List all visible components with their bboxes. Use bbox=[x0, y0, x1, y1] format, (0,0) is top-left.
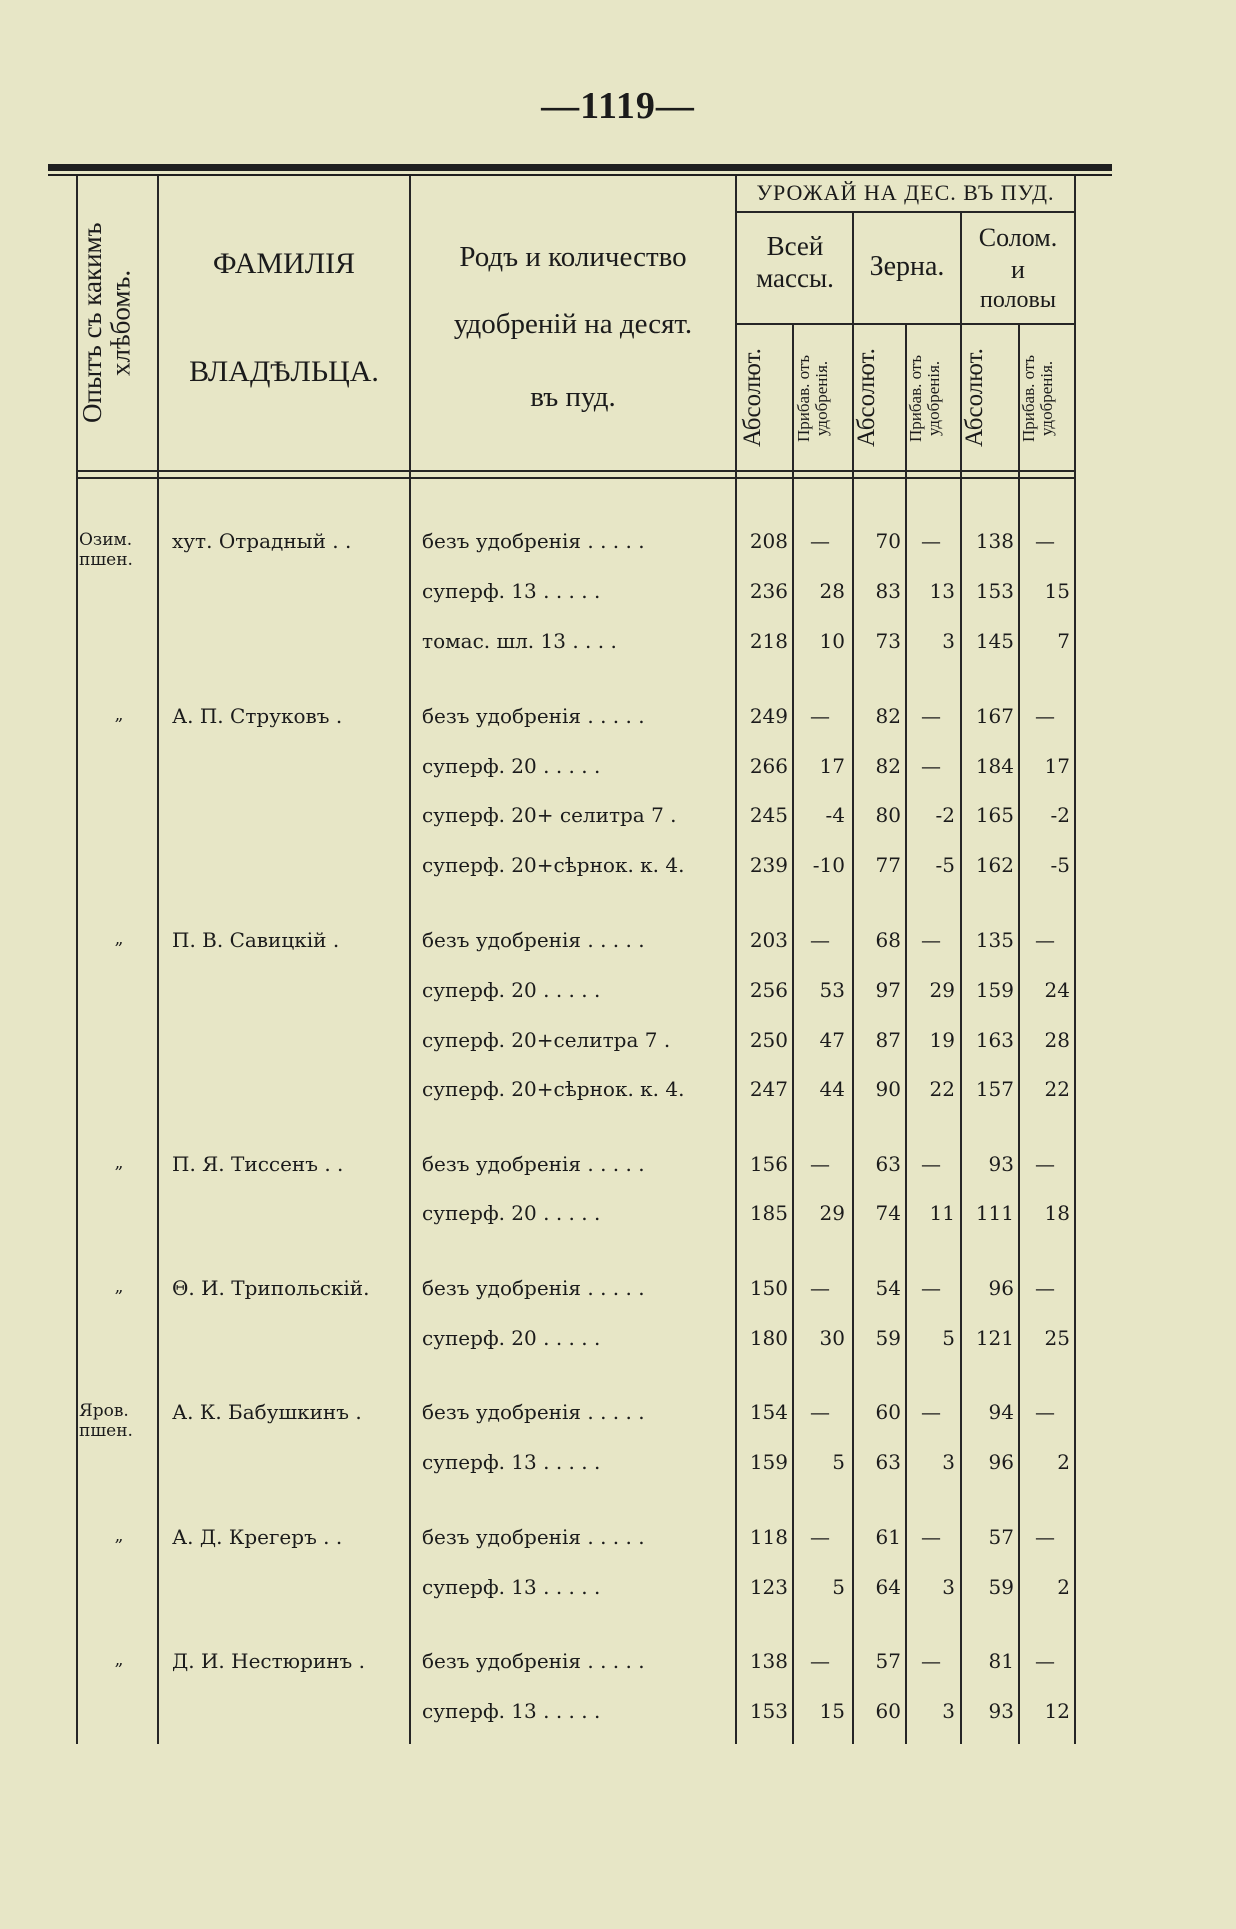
header-owner-line2: ВЛАДѢЛЬЦА. bbox=[189, 355, 379, 388]
row-grain-increase: 3 bbox=[942, 629, 955, 653]
row-owner: Θ. И. Трипольскій. bbox=[172, 1276, 370, 1300]
row-grain-increase: -2 bbox=[935, 803, 955, 827]
row-fertilizer: суперф. 13 . . . . . bbox=[422, 579, 601, 603]
row-grain-increase: — bbox=[921, 1649, 941, 1673]
row-straw-increase: 15 bbox=[1044, 579, 1070, 603]
row-straw-increase: — bbox=[1035, 1152, 1055, 1176]
header-mass-increase: Прибав. отъ удобренія. bbox=[794, 354, 831, 442]
row-grain-absolute: 63 bbox=[875, 1450, 901, 1474]
row-straw-increase: 28 bbox=[1044, 1028, 1070, 1052]
row-fertilizer: суперф. 20+сѣрнок. к. 4. bbox=[422, 1077, 685, 1101]
row-straw-absolute: 57 bbox=[988, 1525, 1014, 1549]
row-crop: Озим. пшен. bbox=[79, 530, 133, 570]
row-grain-absolute: 97 bbox=[875, 978, 901, 1002]
row-straw-absolute: 111 bbox=[975, 1201, 1014, 1225]
row-grain-absolute: 61 bbox=[875, 1525, 901, 1549]
row-grain-absolute: 68 bbox=[875, 928, 901, 952]
row-mass-absolute: 153 bbox=[749, 1699, 788, 1723]
row-fertilizer: суперф. 13 . . . . . bbox=[422, 1699, 601, 1723]
row-mass-absolute: 247 bbox=[749, 1077, 788, 1101]
row-fertilizer: безъ удобренія . . . . . bbox=[422, 1400, 645, 1424]
header-yield-group: УРОЖАЙ НА ДЕС. ВЪ ПУД. bbox=[756, 180, 1055, 205]
row-straw-increase: — bbox=[1035, 928, 1055, 952]
row-fertilizer: безъ удобренія . . . . . bbox=[422, 704, 645, 728]
row-mass-absolute: 159 bbox=[749, 1450, 788, 1474]
row-mass-absolute: 208 bbox=[749, 529, 788, 553]
row-mass-absolute: 239 bbox=[749, 853, 788, 877]
row-straw-absolute: 165 bbox=[975, 803, 1014, 827]
row-grain-increase: — bbox=[921, 529, 941, 553]
row-straw-increase: -2 bbox=[1050, 803, 1070, 827]
row-grain-absolute: 57 bbox=[875, 1649, 901, 1673]
row-grain-increase: — bbox=[921, 1152, 941, 1176]
row-grain-absolute: 77 bbox=[875, 853, 901, 877]
row-grain-increase: 3 bbox=[942, 1699, 955, 1723]
header-total-mass: Всей массы. bbox=[756, 231, 834, 294]
row-crop: „ bbox=[114, 1153, 124, 1173]
row-grain-absolute: 73 bbox=[875, 629, 901, 653]
row-straw-absolute: 94 bbox=[988, 1400, 1014, 1424]
row-grain-absolute: 83 bbox=[875, 579, 901, 603]
row-straw-absolute: 93 bbox=[988, 1152, 1014, 1176]
row-mass-absolute: 203 bbox=[749, 928, 788, 952]
row-grain-increase: 11 bbox=[929, 1201, 955, 1225]
row-mass-increase: 5 bbox=[832, 1575, 845, 1599]
row-grain-increase: 22 bbox=[929, 1077, 955, 1101]
row-straw-absolute: 145 bbox=[975, 629, 1014, 653]
row-fertilizer: суперф. 20 . . . . . bbox=[422, 1201, 601, 1225]
row-grain-increase: 19 bbox=[929, 1028, 955, 1052]
row-straw-absolute: 159 bbox=[975, 978, 1014, 1002]
row-fertilizer: безъ удобренія . . . . . bbox=[422, 529, 645, 553]
row-grain-increase: — bbox=[921, 928, 941, 952]
row-grain-increase: 29 bbox=[929, 978, 955, 1002]
row-crop: Яров. пшен. bbox=[79, 1401, 133, 1441]
row-straw-increase: 18 bbox=[1044, 1201, 1070, 1225]
header-fertilizer-line3: въ пуд. bbox=[530, 381, 616, 413]
header-bottom-line bbox=[76, 470, 1076, 472]
row-straw-increase: — bbox=[1035, 704, 1055, 728]
row-mass-absolute: 138 bbox=[749, 1649, 788, 1673]
row-straw-increase: — bbox=[1035, 529, 1055, 553]
top-rule-thin bbox=[48, 174, 1112, 176]
row-straw-increase: — bbox=[1035, 1649, 1055, 1673]
row-straw-absolute: 167 bbox=[975, 704, 1014, 728]
row-mass-increase: 29 bbox=[819, 1201, 845, 1225]
row-grain-increase: 13 bbox=[929, 579, 955, 603]
row-mass-increase: — bbox=[810, 704, 830, 728]
row-mass-increase: 28 bbox=[819, 579, 845, 603]
row-crop: „ bbox=[114, 705, 124, 725]
row-straw-absolute: 121 bbox=[975, 1326, 1014, 1350]
row-straw-absolute: 157 bbox=[975, 1077, 1014, 1101]
header-owner-line1: ФАМИЛІЯ bbox=[212, 247, 356, 280]
row-mass-increase: -10 bbox=[812, 853, 845, 877]
row-straw-increase: 17 bbox=[1044, 754, 1070, 778]
row-fertilizer: суперф. 20+селитра 7 . bbox=[422, 1028, 671, 1052]
row-grain-increase: — bbox=[921, 754, 941, 778]
row-mass-absolute: 245 bbox=[749, 803, 788, 827]
header-line bbox=[735, 323, 1076, 325]
row-fertilizer: суперф. 20 . . . . . bbox=[422, 978, 601, 1002]
row-grain-absolute: 70 bbox=[875, 529, 901, 553]
row-fertilizer: безъ удобренія . . . . . bbox=[422, 1152, 645, 1176]
row-mass-absolute: 236 bbox=[749, 579, 788, 603]
row-owner: Д. И. Нестюринъ . bbox=[172, 1649, 365, 1673]
row-grain-increase: — bbox=[921, 1525, 941, 1549]
row-mass-increase: 53 bbox=[819, 978, 845, 1002]
row-crop: „ bbox=[114, 929, 124, 949]
row-fertilizer: безъ удобренія . . . . . bbox=[422, 1525, 645, 1549]
row-grain-increase: — bbox=[921, 1400, 941, 1424]
header-straw-increase: Прибав. отъ удобренія. bbox=[1019, 354, 1056, 442]
row-mass-increase: 17 bbox=[819, 754, 845, 778]
row-mass-increase: 30 bbox=[819, 1326, 845, 1350]
row-mass-increase: — bbox=[810, 1649, 830, 1673]
row-straw-absolute: 96 bbox=[988, 1276, 1014, 1300]
row-mass-absolute: 118 bbox=[749, 1525, 788, 1549]
header-straw-line1: Солом. bbox=[978, 223, 1058, 252]
row-fertilizer: суперф. 13 . . . . . bbox=[422, 1450, 601, 1474]
row-straw-increase: 25 bbox=[1044, 1326, 1070, 1350]
row-crop: „ bbox=[114, 1650, 124, 1670]
row-grain-absolute: 59 bbox=[875, 1326, 901, 1350]
row-grain-increase: — bbox=[921, 1276, 941, 1300]
header-grain-absolute: Абсолют. bbox=[853, 348, 880, 448]
header-straw-line2: и bbox=[1011, 255, 1025, 284]
row-grain-absolute: 60 bbox=[875, 1699, 901, 1723]
row-owner: хут. Отрадный . . bbox=[172, 529, 352, 553]
row-mass-absolute: 266 bbox=[749, 754, 788, 778]
row-grain-increase: 5 bbox=[942, 1326, 955, 1350]
row-mass-increase: 5 bbox=[832, 1450, 845, 1474]
row-grain-absolute: 80 bbox=[875, 803, 901, 827]
header-grain: Зерна. bbox=[869, 251, 945, 282]
row-mass-increase: — bbox=[810, 1152, 830, 1176]
row-mass-increase: 47 bbox=[819, 1028, 845, 1052]
row-straw-increase: 2 bbox=[1057, 1575, 1070, 1599]
row-grain-absolute: 90 bbox=[875, 1077, 901, 1101]
header-straw-line3: половы bbox=[980, 287, 1056, 313]
row-mass-increase: — bbox=[810, 1276, 830, 1300]
header-experiment: Опытъ съ какимъ хлѣбомъ. bbox=[77, 222, 136, 424]
col-divider bbox=[735, 176, 737, 1744]
row-straw-absolute: 59 bbox=[988, 1575, 1014, 1599]
row-grain-increase: 3 bbox=[942, 1450, 955, 1474]
row-mass-increase: — bbox=[810, 1525, 830, 1549]
row-grain-absolute: 82 bbox=[875, 754, 901, 778]
row-straw-absolute: 162 bbox=[975, 853, 1014, 877]
row-fertilizer: суперф. 13 . . . . . bbox=[422, 1575, 601, 1599]
row-owner: А. Д. Крегеръ . . bbox=[172, 1525, 343, 1549]
row-mass-increase: — bbox=[810, 1400, 830, 1424]
row-owner: П. Я. Тиссенъ . . bbox=[172, 1152, 344, 1176]
row-straw-increase: 7 bbox=[1057, 629, 1070, 653]
row-grain-absolute: 74 bbox=[875, 1201, 901, 1225]
row-fertilizer: безъ удобренія . . . . . bbox=[422, 1276, 645, 1300]
row-mass-absolute: 150 bbox=[749, 1276, 788, 1300]
row-straw-increase: -5 bbox=[1050, 853, 1070, 877]
row-straw-increase: — bbox=[1035, 1400, 1055, 1424]
row-straw-absolute: 153 bbox=[975, 579, 1014, 603]
row-mass-absolute: 154 bbox=[749, 1400, 788, 1424]
row-straw-absolute: 93 bbox=[988, 1699, 1014, 1723]
row-fertilizer: безъ удобренія . . . . . bbox=[422, 1649, 645, 1673]
row-straw-absolute: 135 bbox=[975, 928, 1014, 952]
row-fertilizer: суперф. 20 . . . . . bbox=[422, 1326, 601, 1350]
row-mass-absolute: 185 bbox=[749, 1201, 788, 1225]
row-grain-absolute: 87 bbox=[875, 1028, 901, 1052]
row-mass-absolute: 180 bbox=[749, 1326, 788, 1350]
col-divider bbox=[1074, 176, 1076, 1744]
header-line bbox=[735, 211, 1076, 213]
row-grain-increase: — bbox=[921, 704, 941, 728]
row-mass-absolute: 123 bbox=[749, 1575, 788, 1599]
row-straw-absolute: 138 bbox=[975, 529, 1014, 553]
row-mass-increase: -4 bbox=[825, 803, 845, 827]
header-straw-absolute: Абсолют. bbox=[961, 348, 988, 448]
row-straw-absolute: 81 bbox=[988, 1649, 1014, 1673]
row-mass-absolute: 156 bbox=[749, 1152, 788, 1176]
row-straw-increase: 12 bbox=[1044, 1699, 1070, 1723]
page-number: —1119— bbox=[541, 85, 695, 127]
row-grain-absolute: 60 bbox=[875, 1400, 901, 1424]
row-straw-absolute: 96 bbox=[988, 1450, 1014, 1474]
row-straw-absolute: 163 bbox=[975, 1028, 1014, 1052]
row-fertilizer: суперф. 20+ селитра 7 . bbox=[422, 803, 677, 827]
col-divider bbox=[157, 176, 159, 1744]
header-fertilizer-line2: удобреній на десят. bbox=[453, 308, 693, 340]
row-grain-absolute: 63 bbox=[875, 1152, 901, 1176]
row-straw-increase: 24 bbox=[1044, 978, 1070, 1002]
row-mass-absolute: 250 bbox=[749, 1028, 788, 1052]
row-mass-increase: 10 bbox=[819, 629, 845, 653]
row-fertilizer: безъ удобренія . . . . . bbox=[422, 928, 645, 952]
row-grain-increase: 3 bbox=[942, 1575, 955, 1599]
row-mass-absolute: 218 bbox=[749, 629, 788, 653]
row-mass-increase: — bbox=[810, 928, 830, 952]
header-mass-absolute: Абсолют. bbox=[739, 348, 766, 448]
row-straw-increase: — bbox=[1035, 1276, 1055, 1300]
row-mass-absolute: 249 bbox=[749, 704, 788, 728]
header-fertilizer-line1: Родъ и количество bbox=[459, 241, 687, 273]
row-grain-absolute: 64 bbox=[875, 1575, 901, 1599]
row-fertilizer: суперф. 20 . . . . . bbox=[422, 754, 601, 778]
row-straw-increase: 22 bbox=[1044, 1077, 1070, 1101]
row-mass-absolute: 256 bbox=[749, 978, 788, 1002]
row-straw-absolute: 184 bbox=[975, 754, 1014, 778]
row-fertilizer: томас. шл. 13 . . . . bbox=[422, 629, 617, 653]
row-owner: А. П. Струковъ . bbox=[172, 704, 343, 728]
row-grain-absolute: 82 bbox=[875, 704, 901, 728]
header-bottom-line bbox=[76, 477, 1076, 479]
row-straw-increase: 2 bbox=[1057, 1450, 1070, 1474]
row-owner: П. В. Савицкій . bbox=[172, 928, 340, 952]
row-crop: „ bbox=[114, 1526, 124, 1546]
header-grain-increase: Прибав. отъ удобренія. bbox=[906, 354, 943, 442]
row-mass-increase: — bbox=[810, 529, 830, 553]
col-divider bbox=[792, 324, 794, 1744]
row-mass-increase: 15 bbox=[819, 1699, 845, 1723]
top-rule bbox=[48, 164, 1112, 171]
row-fertilizer: суперф. 20+сѣрнок. к. 4. bbox=[422, 853, 685, 877]
row-grain-increase: -5 bbox=[935, 853, 955, 877]
row-owner: А. К. Бабушкинъ . bbox=[172, 1400, 362, 1424]
row-straw-increase: — bbox=[1035, 1525, 1055, 1549]
row-mass-increase: 44 bbox=[819, 1077, 845, 1101]
row-crop: „ bbox=[114, 1277, 124, 1297]
row-grain-absolute: 54 bbox=[875, 1276, 901, 1300]
